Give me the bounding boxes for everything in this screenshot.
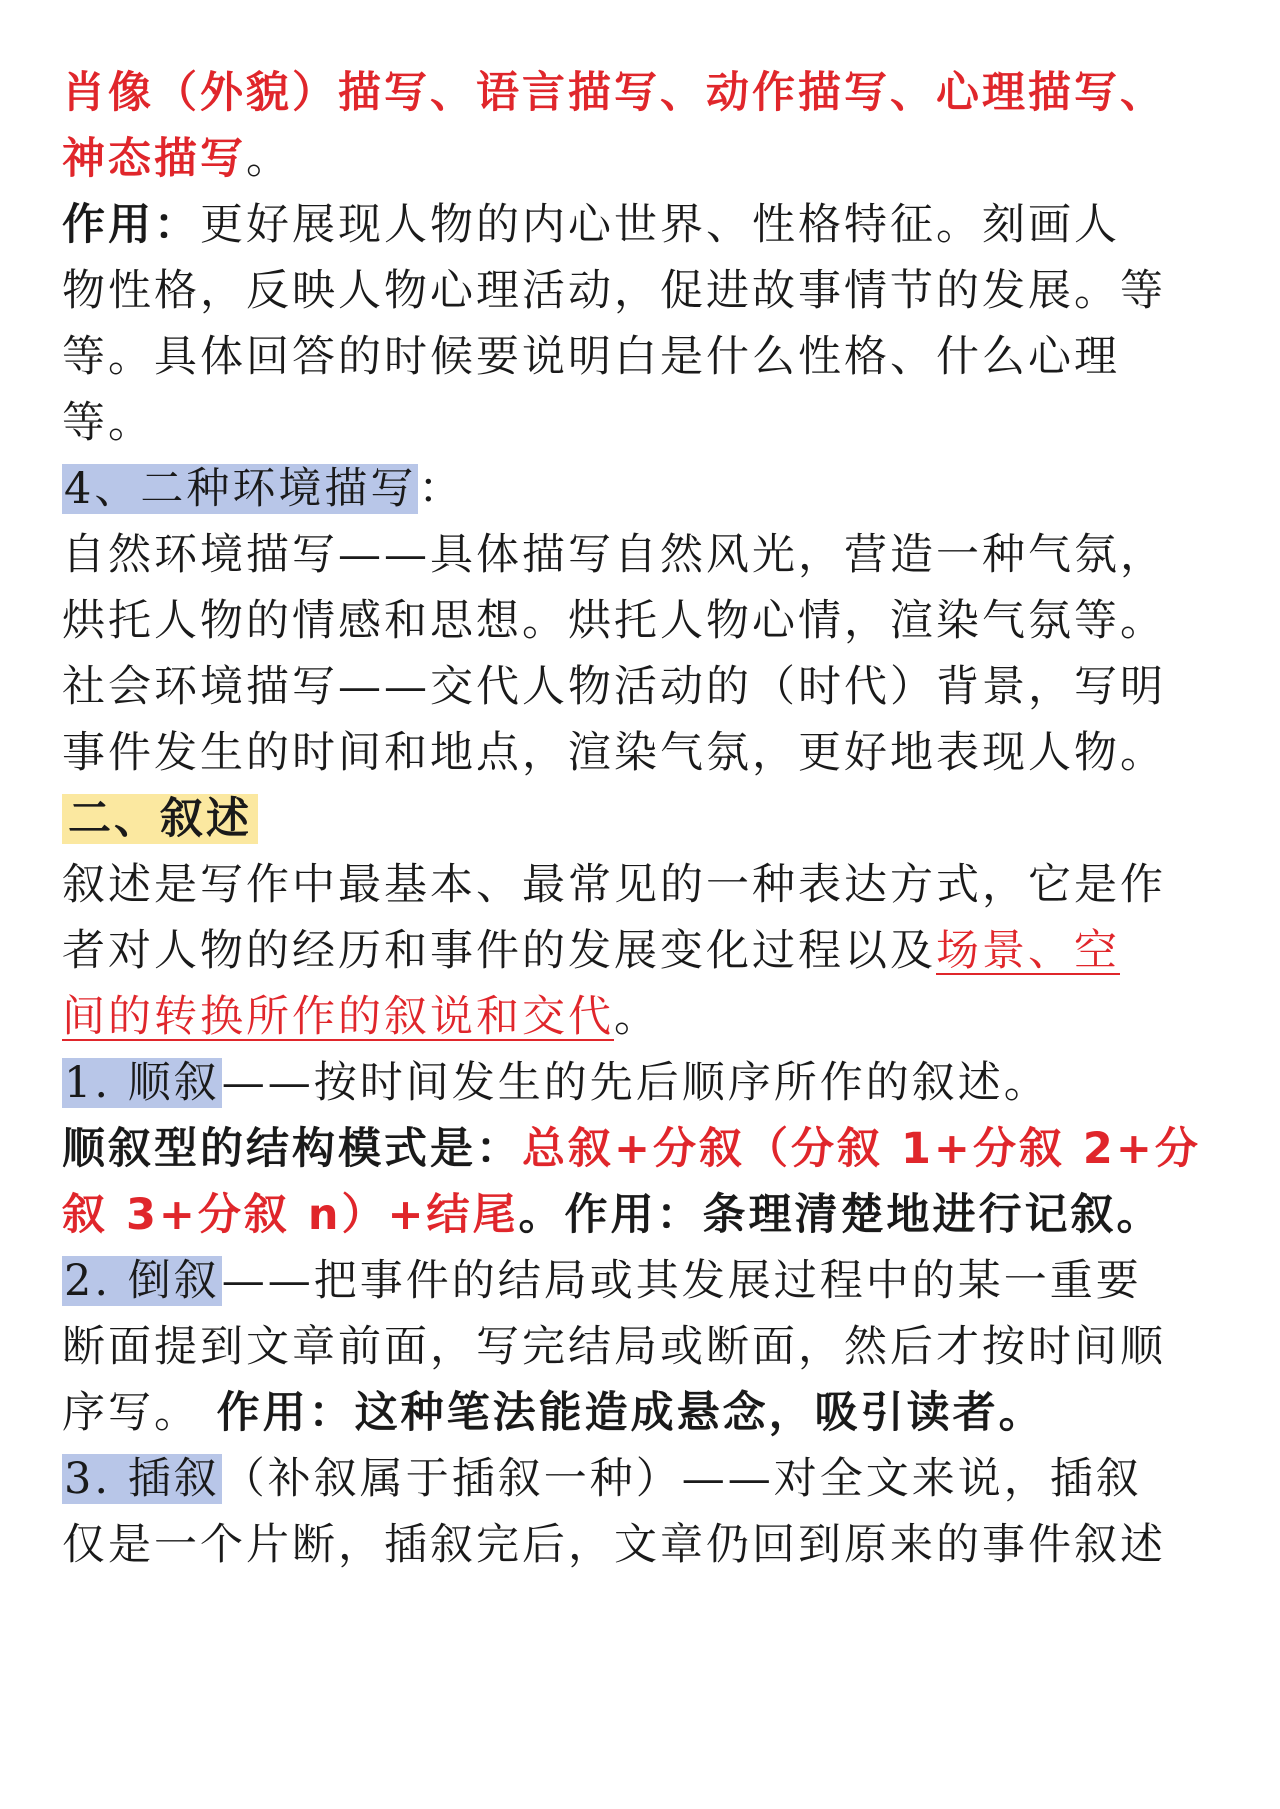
text: ——按时间发生的先后顺序所作的叙述。 bbox=[221, 1058, 1050, 1108]
paragraph-line bbox=[62, 654, 1232, 720]
paragraph-line bbox=[62, 1512, 1232, 1578]
text: 叙述是写作中最基本、最常见的一种表达方式，它是作 bbox=[62, 860, 1166, 910]
paragraph-line bbox=[62, 1314, 1232, 1380]
text: 总叙+分叙（分叙 1+分叙 2+分 bbox=[522, 1124, 1201, 1174]
text: （补叙属于插叙一种）——对全文来说，插叙 bbox=[221, 1454, 1142, 1504]
paragraph-line bbox=[62, 720, 1232, 786]
structure-line bbox=[62, 1116, 1232, 1182]
text: 神态描写 bbox=[62, 134, 246, 184]
text: 。 bbox=[246, 134, 292, 184]
label: 顺叙型的结构模式是： bbox=[62, 1124, 522, 1174]
function-line-3 bbox=[62, 324, 1232, 390]
description-types-line-2 bbox=[62, 126, 1232, 192]
paragraph-line bbox=[62, 1380, 1232, 1446]
text: 更好展现人物的内心世界、性格特征。刻画人 bbox=[200, 200, 1120, 250]
text: 仅是一个片断，插叙完后，文章仍回到原来的事件叙述 bbox=[62, 1520, 1166, 1570]
text: 。 bbox=[614, 992, 660, 1042]
text: ——把事件的结局或其发展过程中的某一重要 bbox=[221, 1256, 1142, 1306]
paragraph-line bbox=[62, 522, 1232, 588]
section-heading-narration bbox=[62, 786, 1232, 852]
function-line-4 bbox=[62, 390, 1232, 456]
text: 。作用：条理清楚地进行记叙。 bbox=[518, 1190, 1163, 1240]
paragraph-line bbox=[62, 588, 1232, 654]
text: 社会环境描写——交代人物活动的（时代）背景，写明 bbox=[62, 662, 1166, 712]
paragraph-line bbox=[62, 984, 1232, 1050]
text: 烘托人物的情感和思想。烘托人物心情，渲染气氛等。 bbox=[62, 596, 1166, 646]
function-line bbox=[62, 192, 1232, 258]
structure-line-2 bbox=[62, 1182, 1232, 1248]
text: 事件发生的时间和地点，渲染气氛，更好地表现人物。 bbox=[62, 728, 1166, 778]
text: 序写。 bbox=[62, 1388, 200, 1438]
text: 等。具体回答的时候要说明白是什么性格、什么心理 bbox=[62, 332, 1120, 382]
text: 叙 3+分叙 n）+结尾 bbox=[62, 1190, 519, 1240]
text: 断面提到文章前面，写完结局或断面，然后才按时间顺 bbox=[62, 1322, 1166, 1372]
text: 肖像（外貌）描写、语言描写、动作描写、心理描写、 bbox=[62, 68, 1166, 118]
label: 作用： bbox=[62, 200, 200, 250]
text: 物性格，反映人物心理活动，促进故事情节的发展。等 bbox=[62, 266, 1166, 316]
underlined-text: 间的转换所作的叙说和交代 bbox=[62, 992, 614, 1042]
text: 作用：这种笔法能造成悬念，吸引读者。 bbox=[216, 1388, 1045, 1438]
document-page bbox=[62, 60, 1232, 1578]
highlight-label: 3. 插叙 bbox=[64, 1454, 220, 1504]
item-flashback bbox=[62, 1248, 1232, 1314]
paragraph-line bbox=[62, 918, 1232, 984]
item-chronological bbox=[62, 1050, 1232, 1116]
highlight-label: 1. 顺叙 bbox=[64, 1058, 220, 1108]
function-line-2 bbox=[62, 258, 1232, 324]
text: ： bbox=[418, 464, 465, 514]
text: 等。 bbox=[62, 398, 154, 448]
section-heading-environment bbox=[62, 456, 1232, 522]
text: 者对人物的经历和事件的发展变化过程以及 bbox=[62, 926, 936, 976]
text: 自然环境描写——具体描写自然风光，营造一种气氛， bbox=[62, 530, 1166, 580]
item-interpolation bbox=[62, 1446, 1232, 1512]
highlight-heading: 二、叙述 bbox=[62, 794, 258, 844]
highlight-label: 2. 倒叙 bbox=[64, 1256, 220, 1306]
underlined-text: 场景、空 bbox=[936, 926, 1120, 976]
description-types-line bbox=[62, 60, 1232, 126]
highlight-heading: 4、二种环境描写 bbox=[64, 464, 417, 514]
paragraph-line bbox=[62, 852, 1232, 918]
